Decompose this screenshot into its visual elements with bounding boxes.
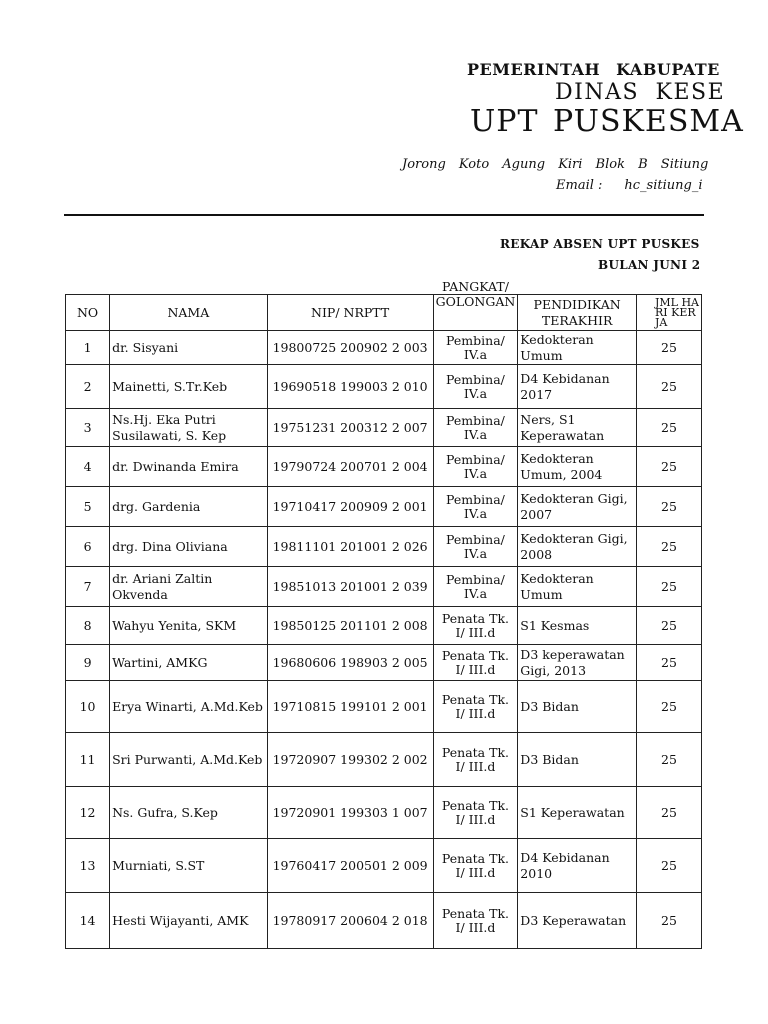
table-row	[66, 607, 702, 645]
header-address: Jorong Koto Agung Kiri Blok B Sitiung	[402, 157, 709, 172]
table-row	[66, 331, 702, 365]
row-nip: 19680606 198903 2 005	[267, 645, 433, 681]
row-pangkat: Penata Tk. I/ III.d	[433, 681, 518, 733]
table-row	[66, 409, 702, 447]
row-no: 11	[66, 733, 110, 787]
row-pangkat: Pembina/ IV.a	[433, 331, 518, 365]
row-nip: 19720907 199302 2 002	[267, 733, 433, 787]
header-divider	[64, 214, 704, 216]
email-label: Email :	[556, 178, 603, 193]
row-nama: Wartini, AMKG	[110, 645, 268, 681]
row-jml-hari-kerja: 25	[636, 681, 701, 733]
row-nama: Ns.Hj. Eka Putri Susilawati, S. Kep	[110, 409, 268, 447]
row-nama: drg. Dina Oliviana	[110, 527, 268, 567]
row-jml-hari-kerja: 25	[636, 527, 701, 567]
row-nip: 19720901 199303 1 007	[267, 787, 433, 839]
row-pangkat: Penata Tk. I/ III.d	[433, 787, 518, 839]
table-row	[66, 893, 702, 949]
row-no: 2	[66, 365, 110, 409]
row-nip: 19780917 200604 2 018	[267, 893, 433, 949]
attendance-table	[65, 279, 702, 949]
row-nip: 19811101 201001 2 026	[267, 527, 433, 567]
row-nama: Hesti Wijayanti, AMK	[110, 893, 268, 949]
col-header-nip: NIP/ NRPTT	[267, 295, 433, 331]
row-nip: 19751231 200312 2 007	[267, 409, 433, 447]
row-pendidikan: Kedokteran Umum	[518, 567, 637, 607]
header-email	[556, 178, 703, 193]
table-row	[66, 787, 702, 839]
header-department: DINAS KESE	[555, 80, 726, 105]
report-period: BULAN JUNI 2	[598, 258, 701, 272]
header-puskesmas: UPT PUSKESMA	[470, 104, 744, 139]
row-pendidikan: D3 Bidan	[518, 733, 637, 787]
row-no: 12	[66, 787, 110, 839]
table-row	[66, 447, 702, 487]
row-nama: Murniati, S.ST	[110, 839, 268, 893]
email-value: hc_sitiung_i	[624, 178, 703, 193]
row-no: 9	[66, 645, 110, 681]
table-row	[66, 733, 702, 787]
row-pendidikan: D4 Kebidanan 2010	[518, 839, 637, 893]
row-pangkat: Penata Tk. I/ III.d	[433, 607, 518, 645]
row-nip: 19800725 200902 2 003	[267, 331, 433, 365]
row-jml-hari-kerja: 25	[636, 893, 701, 949]
row-pangkat: Pembina/ IV.a	[433, 567, 518, 607]
row-pangkat: Pembina/ IV.a	[433, 365, 518, 409]
row-no: 10	[66, 681, 110, 733]
row-pendidikan: S1 Keperawatan	[518, 787, 637, 839]
row-jml-hari-kerja: 25	[636, 567, 701, 607]
table-row	[66, 681, 702, 733]
row-jml-hari-kerja: 25	[636, 409, 701, 447]
col-header-nama: NAMA	[110, 295, 268, 331]
row-nama: dr. Sisyani	[110, 331, 268, 365]
row-jml-hari-kerja: 25	[636, 447, 701, 487]
row-nama: Sri Purwanti, A.Md.Keb	[110, 733, 268, 787]
row-no: 7	[66, 567, 110, 607]
row-jml-hari-kerja: 25	[636, 733, 701, 787]
col-header-pangkat	[433, 279, 518, 331]
row-pangkat: Penata Tk. I/ III.d	[433, 839, 518, 893]
row-pendidikan: D4 Kebidanan 2017	[518, 365, 637, 409]
table-row	[66, 487, 702, 527]
row-pendidikan: D3 Keperawatan	[518, 893, 637, 949]
row-nip: 19850125 201101 2 008	[267, 607, 433, 645]
row-nip: 19710417 200909 2 001	[267, 487, 433, 527]
table-row	[66, 645, 702, 681]
row-pangkat: Pembina/ IV.a	[433, 487, 518, 527]
row-nip: 19851013 201001 2 039	[267, 567, 433, 607]
row-jml-hari-kerja: 25	[636, 331, 701, 365]
row-pendidikan: D3 Bidan	[518, 681, 637, 733]
row-pangkat: Pembina/ IV.a	[433, 527, 518, 567]
row-jml-hari-kerja: 25	[636, 487, 701, 527]
row-nama: dr. Ariani Zaltin Okvenda	[110, 567, 268, 607]
row-no: 6	[66, 527, 110, 567]
report-title: REKAP ABSEN UPT PUSKES	[500, 237, 700, 251]
row-jml-hari-kerja: 25	[636, 607, 701, 645]
row-pendidikan: Ners, S1 Keperawatan	[518, 409, 637, 447]
row-pangkat: Penata Tk. I/ III.d	[433, 645, 518, 681]
row-pangkat: Penata Tk. I/ III.d	[433, 893, 518, 949]
col-header-jml	[636, 295, 701, 331]
row-no: 5	[66, 487, 110, 527]
row-jml-hari-kerja: 25	[636, 645, 701, 681]
row-pendidikan: Kedokteran Gigi, 2008	[518, 527, 637, 567]
row-no: 13	[66, 839, 110, 893]
table-row	[66, 365, 702, 409]
row-nama: Erya Winarti, A.Md.Keb	[110, 681, 268, 733]
row-nip: 19710815 199101 2 001	[267, 681, 433, 733]
row-pendidikan: Kedokteran Gigi, 2007	[518, 487, 637, 527]
row-pendidikan: S1 Kesmas	[518, 607, 637, 645]
header-government: PEMERINTAH KABUPATE	[467, 60, 720, 79]
row-jml-hari-kerja: 25	[636, 839, 701, 893]
row-nip: 19760417 200501 2 009	[267, 839, 433, 893]
row-no: 3	[66, 409, 110, 447]
row-nama: Mainetti, S.Tr.Keb	[110, 365, 268, 409]
row-no: 4	[66, 447, 110, 487]
row-nama: drg. Gardenia	[110, 487, 268, 527]
row-nip: 19690518 199003 2 010	[267, 365, 433, 409]
row-pangkat: Pembina/ IV.a	[433, 447, 518, 487]
table-header-row	[66, 295, 702, 331]
row-nama: Wahyu Yenita, SKM	[110, 607, 268, 645]
row-pendidikan: Kedokteran Umum	[518, 331, 637, 365]
row-nama: dr. Dwinanda Emira	[110, 447, 268, 487]
row-nip: 19790724 200701 2 004	[267, 447, 433, 487]
row-nama: Ns. Gufra, S.Kep	[110, 787, 268, 839]
row-jml-hari-kerja: 25	[636, 787, 701, 839]
col-header-no: NO	[66, 295, 110, 331]
row-pangkat: Penata Tk. I/ III.d	[433, 733, 518, 787]
row-no: 14	[66, 893, 110, 949]
table-row	[66, 839, 702, 893]
table-row	[66, 567, 702, 607]
row-no: 8	[66, 607, 110, 645]
col-header-pangkat-text: PANGKAT/ GOLONGAN	[435, 279, 516, 309]
row-no: 1	[66, 331, 110, 365]
col-header-pendidikan: PENDIDIKAN TERAKHIR	[518, 295, 637, 331]
row-pendidikan: D3 keperawatan Gigi, 2013	[518, 645, 637, 681]
table-body	[66, 331, 702, 949]
row-jml-hari-kerja: 25	[636, 365, 701, 409]
col-header-jml-text: JML HARI KERJA	[654, 295, 699, 329]
table-row	[66, 527, 702, 567]
row-pangkat: Pembina/ IV.a	[433, 409, 518, 447]
row-pendidikan: Kedokteran Umum, 2004	[518, 447, 637, 487]
